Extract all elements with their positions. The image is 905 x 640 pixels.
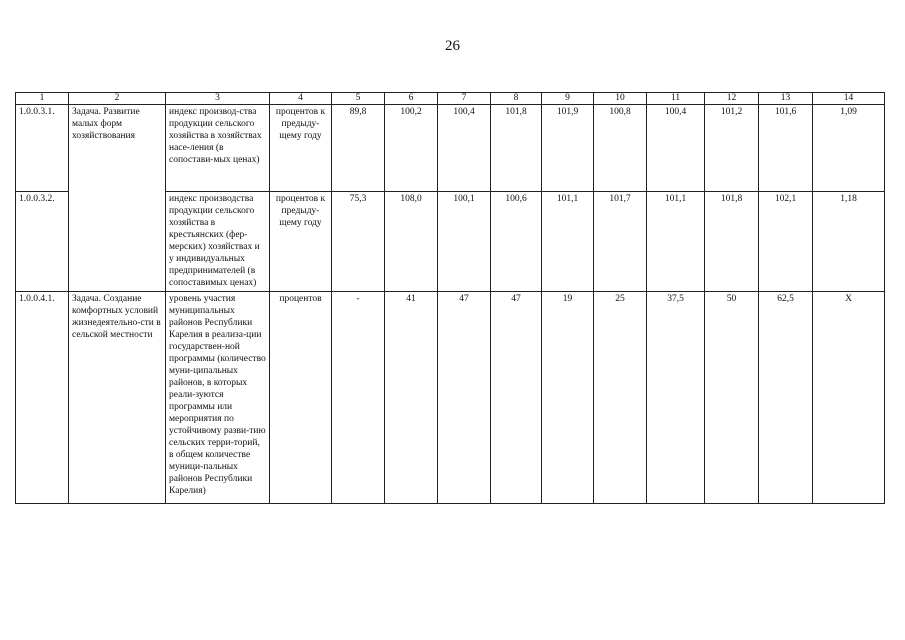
value-cell: 100,4 — [438, 105, 491, 192]
value-cell: 37,5 — [647, 292, 705, 504]
header-cell: 6 — [385, 93, 438, 105]
row-code: 1.0.0.4.1. — [16, 292, 69, 504]
indicators-table — [15, 92, 885, 504]
value-cell: 101,6 — [759, 105, 813, 192]
header-cell: 10 — [594, 93, 647, 105]
table-header-row — [16, 93, 885, 105]
value-cell: 50 — [705, 292, 759, 504]
task-cell: Задача. Развитие малых форм хозяйствования — [69, 105, 166, 292]
header-cell: 14 — [813, 93, 885, 105]
header-cell: 1 — [16, 93, 69, 105]
task-cell: Задача. Создание комфортных условий жизнедеятельно-сти в сельской местности — [69, 292, 166, 504]
value-cell: 100,4 — [647, 105, 705, 192]
value-cell: 41 — [385, 292, 438, 504]
value-cell: 101,9 — [542, 105, 594, 192]
value-cell: Х — [813, 292, 885, 504]
value-cell: 101,2 — [705, 105, 759, 192]
value-cell: 101,7 — [594, 192, 647, 292]
indicator-cell: индекс производ-ства продукции сельского хозяйства в хозяйствах насе-ления (в сопостави-мых ценах) — [166, 105, 270, 192]
value-cell: 102,1 — [759, 192, 813, 292]
value-cell: 75,3 — [332, 192, 385, 292]
value-cell: 25 — [594, 292, 647, 504]
header-cell: 13 — [759, 93, 813, 105]
page-number: 26 — [445, 38, 460, 54]
value-cell: 108,0 — [385, 192, 438, 292]
table-row — [16, 292, 885, 504]
value-cell: 47 — [438, 292, 491, 504]
unit-cell: процентов — [270, 292, 332, 504]
header-cell: 4 — [270, 93, 332, 105]
value-cell: 101,8 — [705, 192, 759, 292]
value-cell: 89,8 — [332, 105, 385, 192]
header-cell: 12 — [705, 93, 759, 105]
header-cell: 5 — [332, 93, 385, 105]
header-cell: 7 — [438, 93, 491, 105]
header-cell: 9 — [542, 93, 594, 105]
value-cell: - — [332, 292, 385, 504]
row-code: 1.0.0.3.2. — [16, 192, 69, 292]
header-cell: 2 — [69, 93, 166, 105]
value-cell: 62,5 — [759, 292, 813, 504]
header-cell: 3 — [166, 93, 270, 105]
indicator-cell: индекс производства продукции сельского хозяйства в крестьянских (фер-мерских) хозяйствах и у индивидуальных предпринимателей (в сопоставимых ценах) — [166, 192, 270, 292]
value-cell: 100,8 — [594, 105, 647, 192]
value-cell: 101,1 — [542, 192, 594, 292]
row-code: 1.0.0.3.1. — [16, 105, 69, 192]
value-cell: 101,8 — [491, 105, 542, 192]
header-cell: 8 — [491, 93, 542, 105]
unit-cell: процентов к предыду-щему году — [270, 105, 332, 192]
indicator-cell: уровень участия муниципальных районов Республики Карелия в реализа-ции государствен-ной программы (количество муни-ципальных районов, в которых реали-зуются программы или мероприятия по устойчивому разви-тию сельских терри-торий, в общем количестве муници-пальных районов Республики Карелия) — [166, 292, 270, 504]
table-row — [16, 105, 885, 192]
value-cell: 1,09 — [813, 105, 885, 192]
value-cell: 100,1 — [438, 192, 491, 292]
value-cell: 100,2 — [385, 105, 438, 192]
value-cell: 47 — [491, 292, 542, 504]
value-cell: 19 — [542, 292, 594, 504]
header-cell: 11 — [647, 93, 705, 105]
value-cell: 1,18 — [813, 192, 885, 292]
unit-cell: процентов к предыду-щему году — [270, 192, 332, 292]
value-cell: 100,6 — [491, 192, 542, 292]
value-cell: 101,1 — [647, 192, 705, 292]
